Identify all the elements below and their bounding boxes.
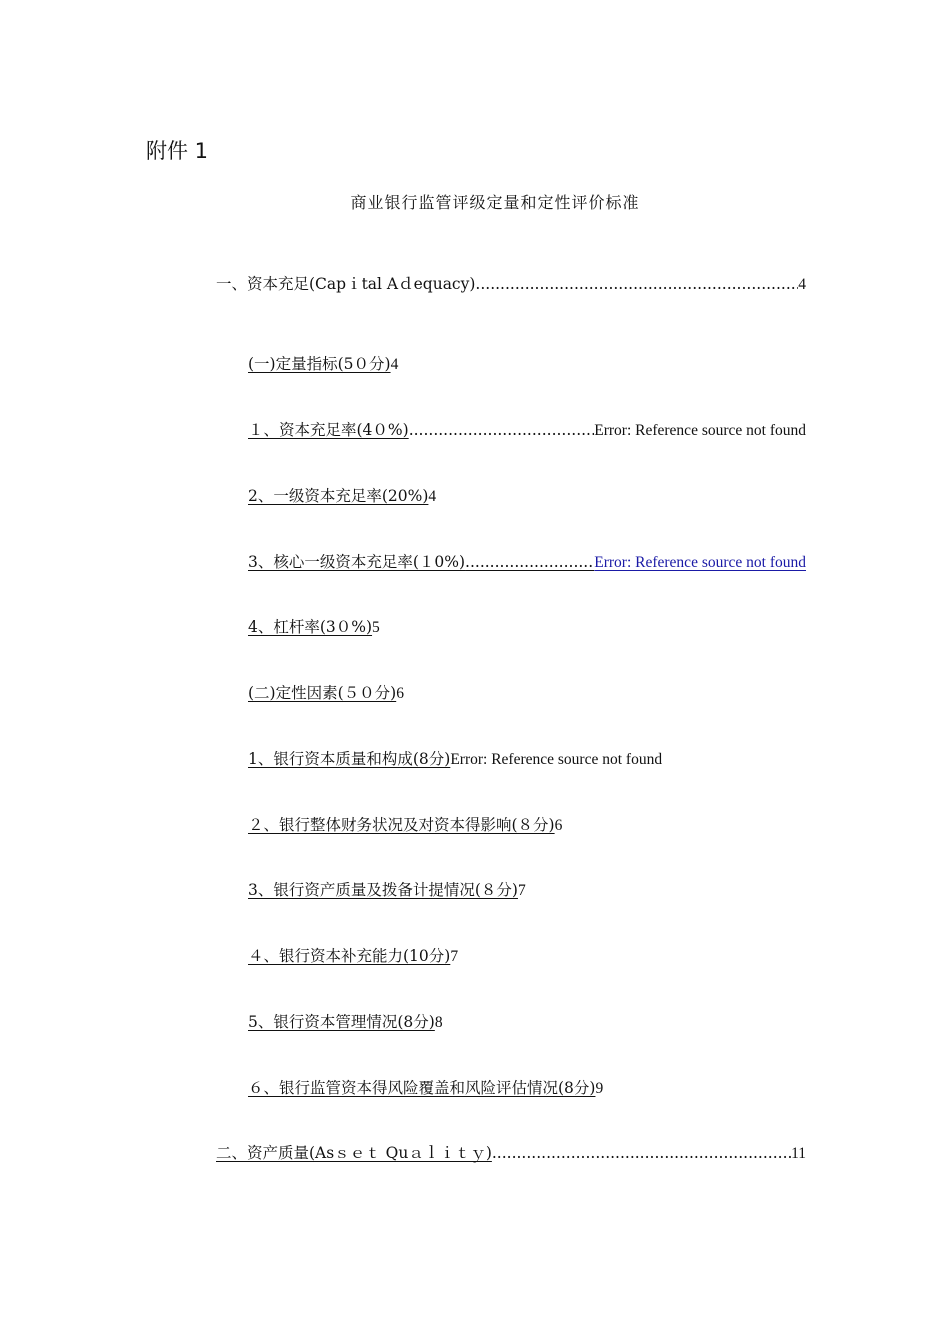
toc-leader-dots [465, 550, 594, 574]
toc-entry-label: 二、资产质量(Asｓｅｔ Quａｌｉｔｙ) [216, 1144, 492, 1162]
toc-page-number: 4 [390, 356, 399, 373]
toc-entry-label: 4、杠杆率(3０%) [248, 618, 373, 636]
toc-entry-core-tier1-ratio[interactable] [248, 550, 806, 575]
toc-entry-capital-management[interactable] [248, 1010, 443, 1035]
toc-entry-capital-adequacy[interactable] [216, 272, 806, 297]
toc-entry-capital-quality[interactable] [248, 747, 662, 772]
toc-entry-label: 3、核心一级资本充足率(１0%) [248, 553, 466, 571]
toc-entry-label: (一)定量指标(5０分) [248, 355, 391, 373]
toc-entry-label: 一、资本充足(Capｉtal Aｄequacy) [216, 275, 476, 293]
toc-reference-error: Error: Reference source not found [594, 422, 806, 439]
toc-page-number: 7 [450, 948, 459, 965]
toc-entry-label: 5、银行资本管理情况(8分) [248, 1013, 435, 1031]
toc-entry-financial-condition[interactable] [248, 813, 562, 838]
toc-entry-asset-quality[interactable] [216, 1141, 806, 1166]
toc-entry-qualitative[interactable] [248, 681, 404, 706]
toc-page-number: 6 [396, 685, 404, 702]
toc-page-number: 8 [434, 1014, 443, 1031]
toc-entry-quantitative[interactable] [248, 352, 398, 377]
toc-page-number: 4 [428, 488, 437, 505]
toc-entry-label: (二)定性因素(５０分) [248, 684, 397, 702]
document-title: 商业银行监管评级定量和定性评价标准 [350, 193, 640, 212]
toc-entry-leverage-ratio[interactable] [248, 615, 380, 640]
toc-leader-dots [475, 272, 798, 296]
toc-page-number: 7 [517, 882, 526, 899]
attachment-label: 附件 1 [146, 139, 209, 163]
toc-entry-label: 2、一级资本充足率(20%) [248, 487, 429, 505]
toc-entry-label: ４、银行资本补充能力(10分) [248, 947, 451, 965]
toc-page-number: 6 [554, 817, 563, 834]
toc-page-number: 4 [798, 276, 806, 293]
toc-entry-tier1-ratio[interactable] [248, 484, 436, 509]
toc-entry-label: 1、银行资本质量和构成(8分) [248, 750, 451, 768]
toc-reference-error: Error: Reference source not found [450, 751, 663, 768]
toc-page-number: 5 [372, 619, 380, 636]
toc-entry-risk-coverage[interactable] [248, 1076, 603, 1101]
toc-entry-capital-ratio[interactable] [248, 418, 806, 443]
toc-entry-label: １、资本充足率(4０%) [248, 421, 409, 439]
toc-page-number: 9 [595, 1080, 604, 1097]
toc-entry-label: ６、银行监管资本得风险覆盖和风险评估情况(8分) [248, 1079, 596, 1097]
toc-page-number: 11 [791, 1145, 806, 1162]
toc-entry-asset-provisioning[interactable] [248, 878, 526, 903]
toc-entry-label: ２、银行整体财务状况及对资本得影响(８分) [248, 816, 555, 834]
toc-reference-error-link[interactable]: Error: Reference source not found [594, 554, 806, 571]
toc-entry-capital-replenishment[interactable] [248, 944, 458, 969]
toc-leader-dots [492, 1141, 791, 1165]
toc-leader-dots [409, 418, 595, 442]
toc-entry-label: 3、银行资产质量及拨备计提情况(８分) [248, 881, 518, 899]
